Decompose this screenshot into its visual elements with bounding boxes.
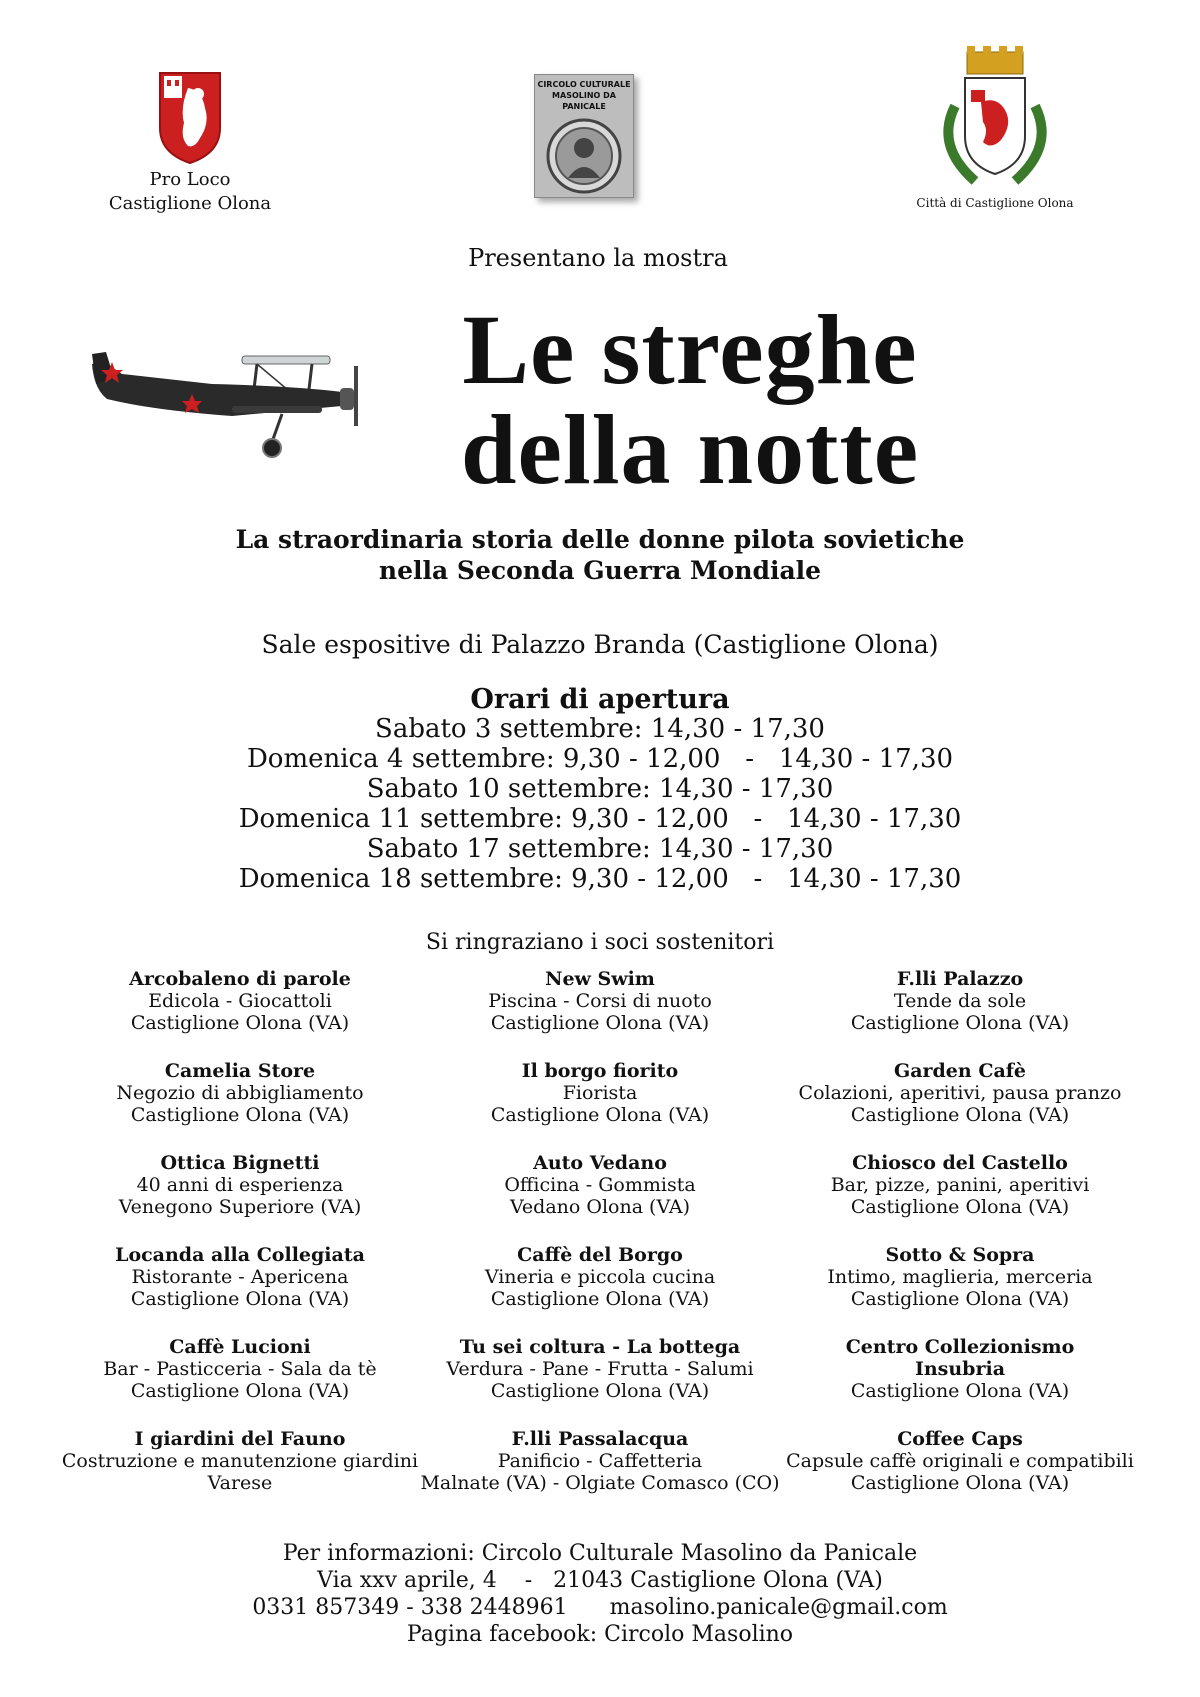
sponsor-card: [420, 1152, 780, 1218]
biplane-illustration: [92, 344, 372, 464]
circolo-logo-line1: CIRCOLO CULTURALE: [537, 80, 631, 89]
contact-phone-email: 0331 857349 - 338 2448961 masolino.panicale@gmail.com: [252, 1595, 948, 1620]
sponsor-card: [40, 1428, 440, 1494]
venue: Sale espositive di Palazzo Branda (Castiglione Olona): [261, 630, 939, 659]
sponsor-card: [780, 1244, 1140, 1310]
sponsor-location: Castiglione Olona (VA): [490, 1380, 710, 1402]
sponsor-card: [420, 968, 780, 1034]
municipal-coat-of-arms-icon: [925, 46, 1065, 196]
exhibition-title: [400, 294, 980, 505]
subtitle-line1: La straordinaria storia delle donne pilota sovietiche: [235, 525, 965, 554]
sponsor-card: [420, 1060, 780, 1126]
sponsor-card: [780, 1060, 1140, 1126]
pro-loco-logo: [95, 68, 285, 228]
sponsor-card: [420, 1244, 780, 1310]
sponsor-name: Tu sei coltura - La bottega: [459, 1336, 741, 1358]
sponsor-name: Caffè del Borgo: [517, 1244, 683, 1266]
sponsor-description: Vineria e piccola cucina: [484, 1266, 716, 1288]
title-line2: della notte: [460, 394, 920, 505]
sponsor-card: [400, 1428, 800, 1494]
hours-line: Sabato 10 settembre: 14,30 - 17,30: [366, 774, 834, 804]
sponsor-location: Venegono Superiore (VA): [118, 1196, 362, 1218]
sponsors-thanks: Si ringraziano i soci sostenitori: [425, 930, 775, 955]
hours-line: Domenica 18 settembre: 9,30 - 12,00 - 14,30 - 17,30: [238, 864, 962, 894]
sponsor-location: Castiglione Olona (VA): [130, 1012, 350, 1034]
sponsor-card: [780, 1152, 1140, 1218]
opening-hours-list: [0, 714, 1200, 894]
sponsor-description: Intimo, maglieria, merceria: [827, 1266, 1093, 1288]
sponsor-description: Panificio - Caffetteria: [497, 1450, 703, 1472]
sponsor-name-continued: Insubria: [914, 1358, 1006, 1380]
sponsor-location: Castiglione Olona (VA): [850, 1472, 1070, 1494]
sponsor-location: Castiglione Olona (VA): [490, 1288, 710, 1310]
intro-label: Presentano la mostra: [468, 244, 728, 272]
pro-loco-crest-icon: [150, 68, 230, 168]
subtitle-line2: nella Seconda Guerra Mondiale: [378, 556, 822, 585]
sponsor-card: [780, 1336, 1140, 1402]
sponsor-name: Ottica Bignetti: [160, 1152, 320, 1174]
sponsor-location: Castiglione Olona (VA): [850, 1380, 1070, 1402]
hours-line: Domenica 4 settembre: 9,30 - 12,00 - 14,30 - 17,30: [246, 744, 954, 774]
sponsor-location: Castiglione Olona (VA): [490, 1012, 710, 1034]
sponsor-description: Verdura - Pane - Frutta - Salumi: [446, 1358, 754, 1380]
circolo-culturale-logo: [534, 74, 634, 198]
sponsor-card: [60, 1060, 420, 1126]
sponsor-card: [420, 1336, 780, 1402]
sponsor-location: Vedano Olona (VA): [509, 1196, 691, 1218]
sponsor-card: [60, 1244, 420, 1310]
sponsor-name: Chiosco del Castello: [852, 1152, 1068, 1174]
sponsor-description: Tende da sole: [893, 990, 1027, 1012]
sponsor-name: Camelia Store: [164, 1060, 316, 1082]
sponsor-name: F.lli Passalacqua: [511, 1428, 689, 1450]
sponsor-description: Colazioni, aperitivi, pausa pranzo: [798, 1082, 1122, 1104]
sponsor-location: Varese: [207, 1472, 273, 1494]
sponsor-location: Castiglione Olona (VA): [850, 1012, 1070, 1034]
sponsor-location: Castiglione Olona (VA): [130, 1288, 350, 1310]
sponsor-card: [780, 968, 1140, 1034]
sponsor-name: Garden Cafè: [893, 1060, 1027, 1082]
sponsor-card: [760, 1428, 1160, 1494]
sponsor-description: Edicola - Giocattoli: [148, 990, 332, 1012]
sponsor-name: Locanda alla Collegiata: [115, 1244, 365, 1266]
pro-loco-name-line2: Castiglione Olona: [108, 193, 272, 214]
sponsor-name: Caffè Lucioni: [169, 1336, 311, 1358]
sponsor-name: Auto Vedano: [533, 1152, 667, 1174]
biplane-icon: [92, 344, 372, 464]
contact-line: Per informazioni: Circolo Culturale Masolino da Panicale: [282, 1541, 918, 1566]
opening-hours-title: Orari di apertura: [470, 684, 730, 715]
sponsor-name: Il borgo fiorito: [521, 1060, 679, 1082]
sponsor-location: Castiglione Olona (VA): [850, 1104, 1070, 1126]
sponsor-location: Castiglione Olona (VA): [130, 1380, 350, 1402]
sponsor-name: Centro Collezionismo: [845, 1336, 1075, 1358]
sponsor-description: Fiorista: [562, 1082, 638, 1104]
sponsor-name: New Swim: [545, 968, 655, 990]
sponsor-description: Piscina - Corsi di nuoto: [488, 990, 712, 1012]
sponsor-name: F.lli Palazzo: [896, 968, 1024, 990]
masolino-portrait-seal-icon: [544, 116, 624, 196]
citta-castiglione-olona-logo: [905, 46, 1085, 226]
hours-line: Domenica 11 settembre: 9,30 - 12,00 - 14,30 - 17,30: [238, 804, 962, 834]
sponsor-card: [60, 1336, 420, 1402]
intro-text: [0, 244, 1200, 272]
hours-line: Sabato 17 settembre: 14,30 - 17,30: [366, 834, 834, 864]
contact-facebook: Pagina facebook: Circolo Masolino: [406, 1622, 794, 1647]
sponsor-location: Castiglione Olona (VA): [850, 1196, 1070, 1218]
sponsor-card: [60, 968, 420, 1034]
sponsor-location: Castiglione Olona (VA): [490, 1104, 710, 1126]
sponsor-description: Negozio di abbigliamento: [116, 1082, 364, 1104]
sponsor-name: I giardini del Fauno: [134, 1428, 346, 1450]
title-line1: Le streghe: [462, 294, 918, 405]
sponsor-name: Arcobaleno di parole: [129, 968, 351, 990]
exhibition-subtitle: [0, 524, 1200, 586]
contact-address: Via xxv aprile, 4 - 21043 Castiglione Olona (VA): [317, 1568, 883, 1593]
sponsor-description: Bar, pizze, panini, aperitivi: [830, 1174, 1090, 1196]
sponsor-description: Officina - Gommista: [504, 1174, 696, 1196]
sponsor-location: Castiglione Olona (VA): [130, 1104, 350, 1126]
hours-line: Sabato 3 settembre: 14,30 - 17,30: [375, 714, 825, 744]
sponsor-description: Bar - Pasticceria - Sala da tè: [103, 1358, 377, 1380]
circolo-logo-line2: MASOLINO DA PANICALE: [552, 91, 616, 111]
sponsor-description: Capsule caffè originali e compatibili: [786, 1450, 1134, 1472]
sponsor-description: Ristorante - Apericena: [131, 1266, 349, 1288]
sponsor-name: Sotto & Sopra: [885, 1244, 1035, 1266]
pro-loco-name-line1: Pro Loco: [149, 169, 231, 190]
citta-caption: Città di Castiglione Olona: [916, 196, 1074, 210]
sponsor-description: 40 anni di esperienza: [136, 1174, 344, 1196]
sponsor-description: Costruzione e manutenzione giardini: [61, 1450, 419, 1472]
contact-info: [0, 1540, 1200, 1648]
sponsor-location: Castiglione Olona (VA): [850, 1288, 1070, 1310]
sponsor-card: [60, 1152, 420, 1218]
sponsor-name: Coffee Caps: [897, 1428, 1023, 1450]
sponsor-location: Malnate (VA) - Olgiate Comasco (CO): [420, 1472, 780, 1494]
